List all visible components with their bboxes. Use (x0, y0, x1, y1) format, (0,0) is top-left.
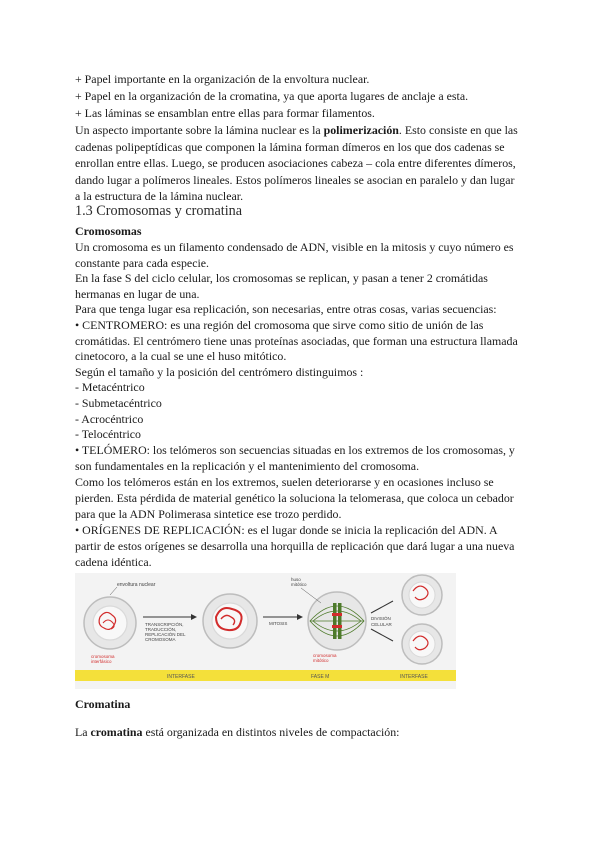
body-line: • ORÍGENES DE REPLICACIÓN: es el lugar donde se inicia la replicación del ADN. A (75, 523, 498, 537)
para-polimerizacion-line5: a la estructura de la lámina nuclear. (75, 189, 244, 203)
subheading-cromosomas: Cromosomas (75, 224, 142, 238)
label-envoltura: envoltura nuclear (117, 582, 156, 588)
body-line: hermanas en lugar de una. (75, 287, 200, 301)
body-line: Un cromosoma es un filamento condensado de ADN, visible en la mitosis y cuyo número es (75, 240, 514, 254)
label-crom-mit-2: mitótico (313, 658, 329, 663)
para-polimerizacion-line2: cadenas polipeptídicas que componen la lámina forman dímeros en los que dos cadenas se (75, 140, 505, 154)
body-line: • TELÓMERO: los telómeros son secuencias situadas en los extremos de los cromosomas, y (75, 443, 515, 457)
label-mitosis: MITOSIS (269, 621, 288, 626)
label-interfase-1: INTERFASE (167, 674, 195, 680)
text-span: La (75, 725, 91, 739)
para-polimerizacion-line1 (75, 122, 518, 138)
para-polimerizacion-line4: dando lugar a polímeros lineales. Estos polímeros lineales se asocian en paralelo y dan lugar (75, 173, 515, 187)
text-span: Un aspecto importante sobre la lámina nuclear es la (75, 123, 324, 137)
body-line: constante para cada especie. (75, 256, 210, 270)
body-line: para que la ADN Polimerasa sintetice ese trozo perdido. (75, 507, 342, 521)
body-line: En la fase S del ciclo celular, los cromosomas se replican, y pasan a tener 2 cromátidas (75, 271, 488, 285)
label-huso-2: mitótico (291, 582, 307, 587)
body-line: partir de estos orígenes se desarrolla una horquilla de replicación que dará lugar a una nueva (75, 539, 515, 553)
body-line: son fundamentales en la replicación y el mantenimiento del cromosoma. (75, 459, 420, 473)
bullet-cromatina: + Papel en la organización de la cromatina, ya que aporta lugares de anclaje a esta. (75, 89, 469, 103)
body-line: cromátidas. El centrómero tiene unas proteínas asociadas, que forman una estructura llamada (75, 334, 518, 348)
body-line: Para que tenga lugar esa replicación, son necesarias, entre otras cosas, varias secuencias: (75, 302, 497, 316)
list-item: - Acrocéntrico (75, 412, 144, 426)
text-span: está organizada en distintos niveles de compactación: (142, 725, 400, 739)
label-fase-m: FASE M (311, 674, 330, 680)
list-item: - Submetacéntrico (75, 396, 162, 410)
label-crom-inter-1: cromosoma (91, 654, 115, 659)
para-polimerizacion-line3: enrollan entre ellas. Luego, se producen asociaciones cabeza – cola entre diferentes dímeros, (75, 156, 516, 170)
label-interfase-2: INTERFASE (400, 674, 428, 680)
label-huso-1: huso (291, 577, 301, 582)
body-line: • CENTROMERO: es una región del cromosoma que sirve como sitio de unión de las (75, 318, 484, 332)
label-crom-inter-2: interfásico (91, 659, 112, 664)
cell-cycle-figure (75, 573, 456, 689)
daughter-cell-bottom (402, 624, 442, 664)
bullet-envoltura: + Papel importante en la organización de la envoltura nuclear. (75, 72, 370, 86)
text-span: . Esto consiste en que las (398, 123, 518, 137)
bold-term-cromatina: cromatina (90, 725, 143, 739)
body-line: cadena idéntica. (75, 555, 152, 569)
mitotic-cell (308, 592, 366, 650)
interphase-cell-1 (84, 597, 136, 649)
body-line: Según el tamaño y la posición del centrómero distinguimos : (75, 365, 364, 379)
label-division-1: DIVISIÓN (371, 616, 391, 621)
label-transcripcion-3: REPLICACIÓN DEL (145, 632, 186, 637)
daughter-cell-top (402, 575, 442, 615)
body-line: cinetocoro, a la cual se une el huso mitótico. (75, 349, 287, 363)
bullet-laminas: + Las láminas se ensamblan entre ellas para formar filamentos. (75, 106, 375, 120)
label-transcripcion-2: TRADUCCIÓN, (145, 627, 177, 632)
subheading-cromatina: Cromatina (75, 697, 131, 711)
label-transcripcion-1: TRANSCRIPCIÓN, (145, 622, 184, 627)
list-item: - Metacéntrico (75, 380, 145, 394)
cromatina-line (75, 724, 399, 740)
label-division-2: CELULAR (371, 622, 392, 627)
phase-band (75, 670, 456, 681)
body-line: pierden. Esta pérdida de material genético la soluciona la telomerasa, que coloca un cebador (75, 491, 514, 505)
section-heading: 1.3 Cromosomas y cromatina (75, 203, 243, 219)
list-item: - Telocéntrico (75, 427, 141, 441)
label-crom-mit-1: cromosoma (313, 653, 337, 658)
label-transcripcion-4: CROMOSOMA (145, 637, 176, 642)
bold-term-polimerizacion: polimerización (323, 123, 399, 137)
interphase-cell-2 (203, 594, 257, 648)
body-line: Como los telómeros están en los extremos, suelen deteriorarse y en ocasiones incluso se (75, 475, 494, 489)
